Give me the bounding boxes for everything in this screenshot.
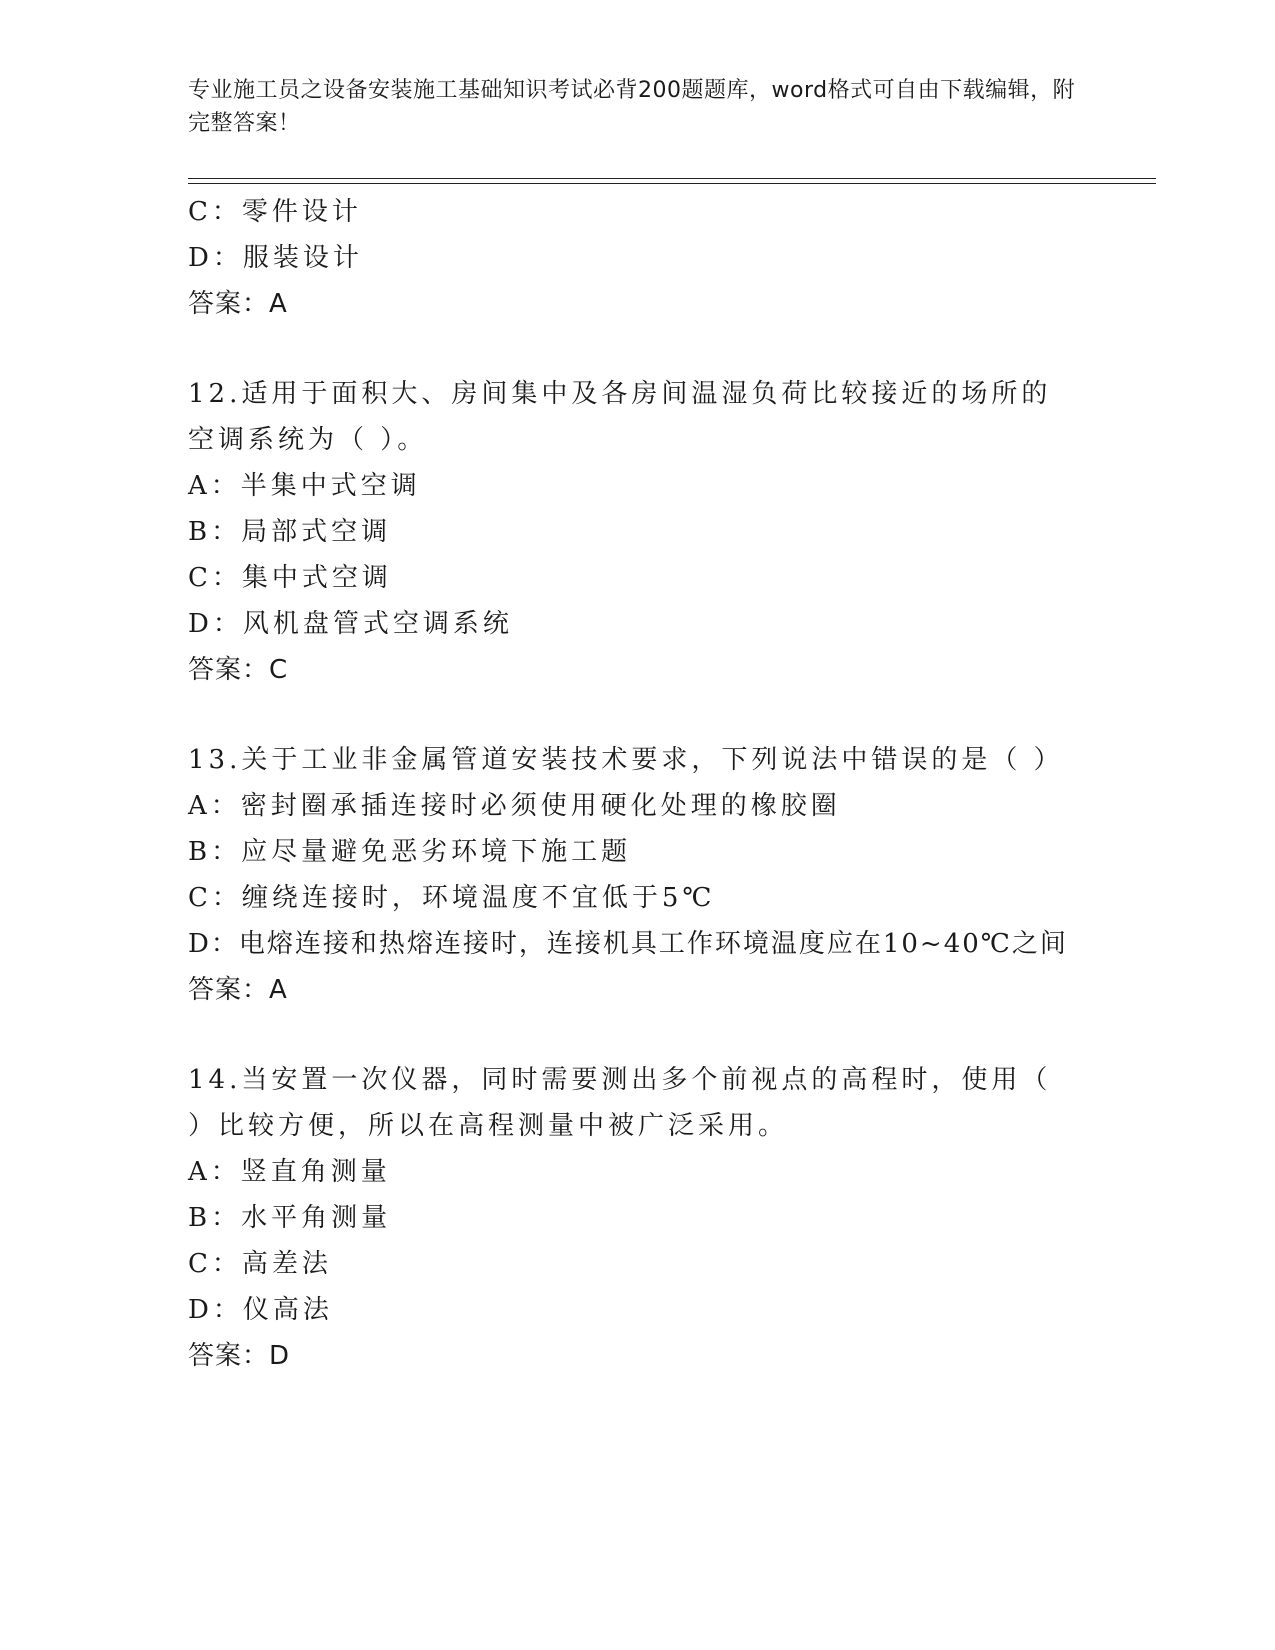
question-11-remainder [188, 189, 1156, 327]
option-a: A：竖直角测量 [188, 1157, 391, 1187]
header-divider-top [188, 178, 1156, 179]
option-d: D：仪高法 [188, 1295, 333, 1325]
question-stem: 14.当安置一次仪器，同时需要测出多个前视点的高程时，使用（ ）比较方便，所以在高程测量中被广泛采用。 [188, 1065, 1052, 1141]
option-a: A：半集中式空调 [188, 471, 421, 501]
header-divider-bottom [188, 183, 1156, 184]
answer-line: 答案：C [188, 655, 289, 685]
header-title: 专业施工员之设备安装施工基础知识考试必背200题题库，word格式可自由下载编辑，附完整答案！ [188, 78, 1076, 136]
option-c: C：高差法 [188, 1249, 332, 1279]
question-stem: 12.适用于面积大、房间集中及各房间温湿负荷比较接近的场所的空调系统为（ ）。 [188, 379, 1052, 455]
option-d: D：服装设计 [188, 243, 363, 273]
answer-line: 答案：D [188, 1341, 291, 1371]
answer-line: 答案：A [188, 975, 288, 1005]
option-b: B：水平角测量 [188, 1203, 392, 1233]
document-body [188, 189, 1156, 1379]
question-14 [188, 1057, 1156, 1379]
option-c: C：零件设计 [188, 197, 362, 227]
question-12 [188, 371, 1156, 693]
option-c: C：集中式空调 [188, 563, 392, 593]
option-b: B：应尽量避免恶劣环境下施工题 [188, 837, 632, 867]
option-d: D：风机盘管式空调系统 [188, 609, 513, 639]
question-stem: 13.关于工业非金属管道安装技术要求，下列说法中错误的是（ ） [188, 745, 1064, 775]
option-c: C：缠绕连接时，环境温度不宜低于5℃ [188, 883, 716, 913]
option-d: D：电熔连接和热熔连接时，连接机具工作环境温度应在10~40℃之间 [188, 929, 1068, 959]
question-13 [188, 737, 1156, 1013]
option-b: B：局部式空调 [188, 517, 392, 547]
option-a: A：密封圈承插连接时必须使用硬化处理的橡胶圈 [188, 791, 841, 821]
answer-line: 答案：A [188, 289, 288, 319]
document-header [188, 74, 1088, 140]
